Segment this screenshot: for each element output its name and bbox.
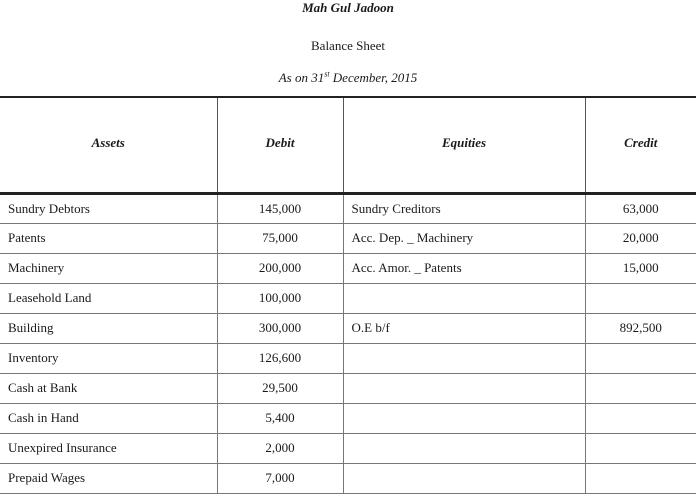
credit-value (585, 403, 696, 433)
asset-name: Cash at Bank (0, 373, 217, 403)
equity-name (343, 433, 585, 463)
equity-name (343, 283, 585, 313)
debit-value: 300,000 (217, 313, 343, 343)
credit-value (585, 463, 696, 493)
header-assets: Assets (0, 97, 217, 193)
statement-date (0, 70, 696, 86)
equity-name: Acc. Amor. _ Patents (343, 253, 585, 283)
debit-value: 29,500 (217, 373, 343, 403)
header-credit: Credit (585, 97, 696, 193)
asset-name: Prepaid Wages (0, 463, 217, 493)
statement-title: Balance Sheet (311, 38, 385, 53)
asset-name: Building (0, 313, 217, 343)
equity-name: O.E b/f (343, 313, 585, 343)
table-row (0, 253, 696, 283)
table-row (0, 403, 696, 433)
date-suffix: December, 2015 (329, 70, 418, 85)
credit-value: 20,000 (585, 223, 696, 253)
asset-name: Patents (0, 223, 217, 253)
debit-value: 7,000 (217, 463, 343, 493)
header-debit: Debit (217, 97, 343, 193)
debit-value: 5,400 (217, 403, 343, 433)
credit-value: 63,000 (585, 193, 696, 223)
table-row (0, 343, 696, 373)
asset-name: Leasehold Land (0, 283, 217, 313)
table-row (0, 313, 696, 343)
asset-name: Machinery (0, 253, 217, 283)
debit-value: 200,000 (217, 253, 343, 283)
credit-value: 892,500 (585, 313, 696, 343)
credit-value (585, 373, 696, 403)
table-header-row (0, 97, 696, 193)
table-row (0, 373, 696, 403)
asset-name: Cash in Hand (0, 403, 217, 433)
credit-value (585, 433, 696, 463)
asset-name: Unexpired Insurance (0, 433, 217, 463)
equity-name (343, 343, 585, 373)
debit-value: 75,000 (217, 223, 343, 253)
credit-value (585, 283, 696, 313)
equity-name: Acc. Dep. _ Machinery (343, 223, 585, 253)
header-equities: Equities (343, 97, 585, 193)
debit-value: 126,600 (217, 343, 343, 373)
table-row (0, 463, 696, 493)
table-row (0, 193, 696, 223)
asset-name: Sundry Debtors (0, 193, 217, 223)
debit-value: 2,000 (217, 433, 343, 463)
table-row (0, 433, 696, 463)
debit-value: 145,000 (217, 193, 343, 223)
credit-value (585, 343, 696, 373)
credit-value: 15,000 (585, 253, 696, 283)
equity-name (343, 463, 585, 493)
table-row (0, 223, 696, 253)
debit-value: 100,000 (217, 283, 343, 313)
equity-name (343, 373, 585, 403)
table-row (0, 283, 696, 313)
date-prefix: As on 31 (278, 70, 325, 85)
company-name: Mah Gul Jadoon (302, 0, 394, 15)
equity-name: Sundry Creditors (343, 193, 585, 223)
balance-sheet-table (0, 96, 696, 494)
date-ordinal-suffix: st (324, 69, 330, 79)
asset-name: Inventory (0, 343, 217, 373)
equity-name (343, 403, 585, 433)
